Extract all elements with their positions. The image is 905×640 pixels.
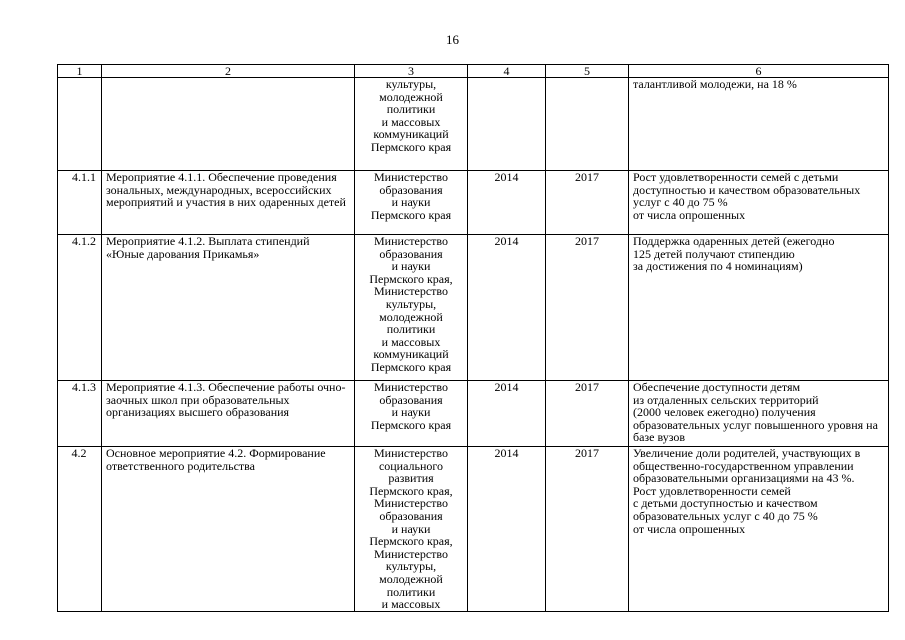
row-number: 4.2 — [58, 447, 102, 612]
result-cell: Обеспечение доступности детям из отдаленных сельских территорий (2000 человек ежегодно) получения образовательных услуг повышенного уровня на базе вузов — [629, 381, 889, 447]
row-number: 4.1.1 — [58, 171, 102, 235]
end-year-cell — [546, 78, 629, 171]
table-row — [58, 235, 889, 381]
executor-cell: Министерство образования и науки Пермского края, Министерство культуры, молодежной политики и массовых коммуникаций Пермского края — [355, 235, 468, 381]
result-cell: Увеличение доли родителей, участвующих в общественно-государственном управлении образовательными организациями на 43 %. Рост удовлетворенности семей с детьми доступностью и качеством образовательных услуг с 40 до 75 % от числа опрошенных — [629, 447, 889, 612]
executor-cell: Министерство образования и науки Пермского края — [355, 171, 468, 235]
document-table — [57, 64, 889, 612]
end-year-cell: 2017 — [546, 171, 629, 235]
start-year-cell: 2014 — [468, 235, 546, 381]
executor-cell: Министерство социального развития Пермского края, Министерство образования и науки Пермского края, Министерство культуры, молодежной политики и массовых — [355, 447, 468, 612]
result-cell: талантливой молодежи, на 18 % — [629, 78, 889, 171]
event-cell: Основное мероприятие 4.2. Формирование ответственного родительства — [102, 447, 355, 612]
header-cell: 1 — [58, 65, 102, 78]
start-year-cell: 2014 — [468, 447, 546, 612]
table-row — [58, 78, 889, 171]
result-cell: Поддержка одаренных детей (ежегодно 125 детей получают стипендию за достижения по 4 номинациям) — [629, 235, 889, 381]
event-cell: Мероприятие 4.1.2. Выплата стипендий «Юные дарования Прикамья» — [102, 235, 355, 381]
event-cell — [102, 78, 355, 171]
header-cell: 6 — [629, 65, 889, 78]
table-row — [58, 171, 889, 235]
event-cell: Мероприятие 4.1.3. Обеспечение работы очно-заочных школ при образовательных организациях высшего образования — [102, 381, 355, 447]
header-cell: 4 — [468, 65, 546, 78]
start-year-cell — [468, 78, 546, 171]
header-cell: 5 — [546, 65, 629, 78]
end-year-cell: 2017 — [546, 235, 629, 381]
header-cell: 3 — [355, 65, 468, 78]
header-cell: 2 — [102, 65, 355, 78]
row-number: 4.1.2 — [58, 235, 102, 381]
event-cell: Мероприятие 4.1.1. Обеспечение проведения зональных, международных, всероссийских мероприятий и участия в них одаренных детей — [102, 171, 355, 235]
table-row — [58, 381, 889, 447]
row-number — [58, 78, 102, 171]
executor-cell: Министерство образования и науки Пермского края — [355, 381, 468, 447]
start-year-cell: 2014 — [468, 171, 546, 235]
executor-cell: культуры, молодежной политики и массовых коммуникаций Пермского края — [355, 78, 468, 171]
table-header-row — [58, 65, 889, 78]
table-row — [58, 447, 889, 612]
result-cell: Рост удовлетворенности семей с детьми доступностью и качеством образовательных услуг с 40 до 75 % от числа опрошенных — [629, 171, 889, 235]
end-year-cell: 2017 — [546, 447, 629, 612]
end-year-cell: 2017 — [546, 381, 629, 447]
start-year-cell: 2014 — [468, 381, 546, 447]
row-number: 4.1.3 — [58, 381, 102, 447]
page-number: 16 — [446, 32, 459, 47]
